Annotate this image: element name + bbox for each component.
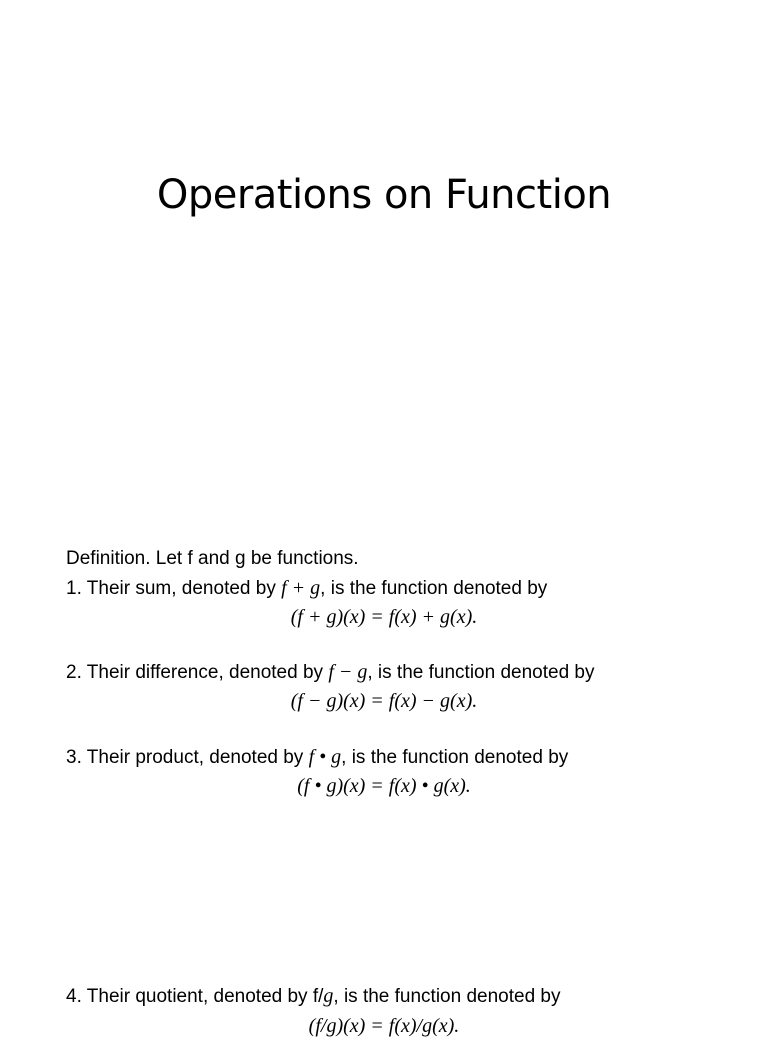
product-formula: (f • g)(x) = f(x) • g(x). xyxy=(297,775,471,797)
quotient-lead: 4. Their quotient, denoted by f/ xyxy=(66,986,324,1007)
difference-tail: , is the function denoted by xyxy=(367,662,595,683)
difference-symbol: f − g xyxy=(328,661,368,683)
product-lead: 3. Their product, denoted by xyxy=(66,747,309,768)
product-definition xyxy=(66,745,568,770)
quotient-tail: , is the function denoted by xyxy=(333,986,561,1007)
sum-symbol: f + g xyxy=(281,577,321,599)
definition-line: Definition. Let f and g be functions. xyxy=(66,548,359,569)
quotient-symbol: g xyxy=(323,985,334,1007)
product-symbol: f • g xyxy=(308,746,342,768)
product-tail: , is the function denoted by xyxy=(341,747,569,768)
difference-formula: (f − g)(x) = f(x) − g(x). xyxy=(290,690,478,712)
sum-tail: , is the function denoted by xyxy=(320,578,548,599)
sum-formula: (f + g)(x) = f(x) + g(x). xyxy=(290,606,478,628)
difference-lead: 2. Their difference, denoted by xyxy=(66,662,329,683)
sum-lead: 1. Their sum, denoted by xyxy=(66,578,282,599)
quotient-formula: (f/g)(x) = f(x)/g(x). xyxy=(308,1015,460,1037)
quotient-definition xyxy=(66,984,561,1009)
slide-title: Operations on Function xyxy=(156,172,612,218)
sum-definition xyxy=(66,576,547,601)
difference-definition xyxy=(66,660,594,685)
quotient-formula-clip xyxy=(0,1014,768,1037)
